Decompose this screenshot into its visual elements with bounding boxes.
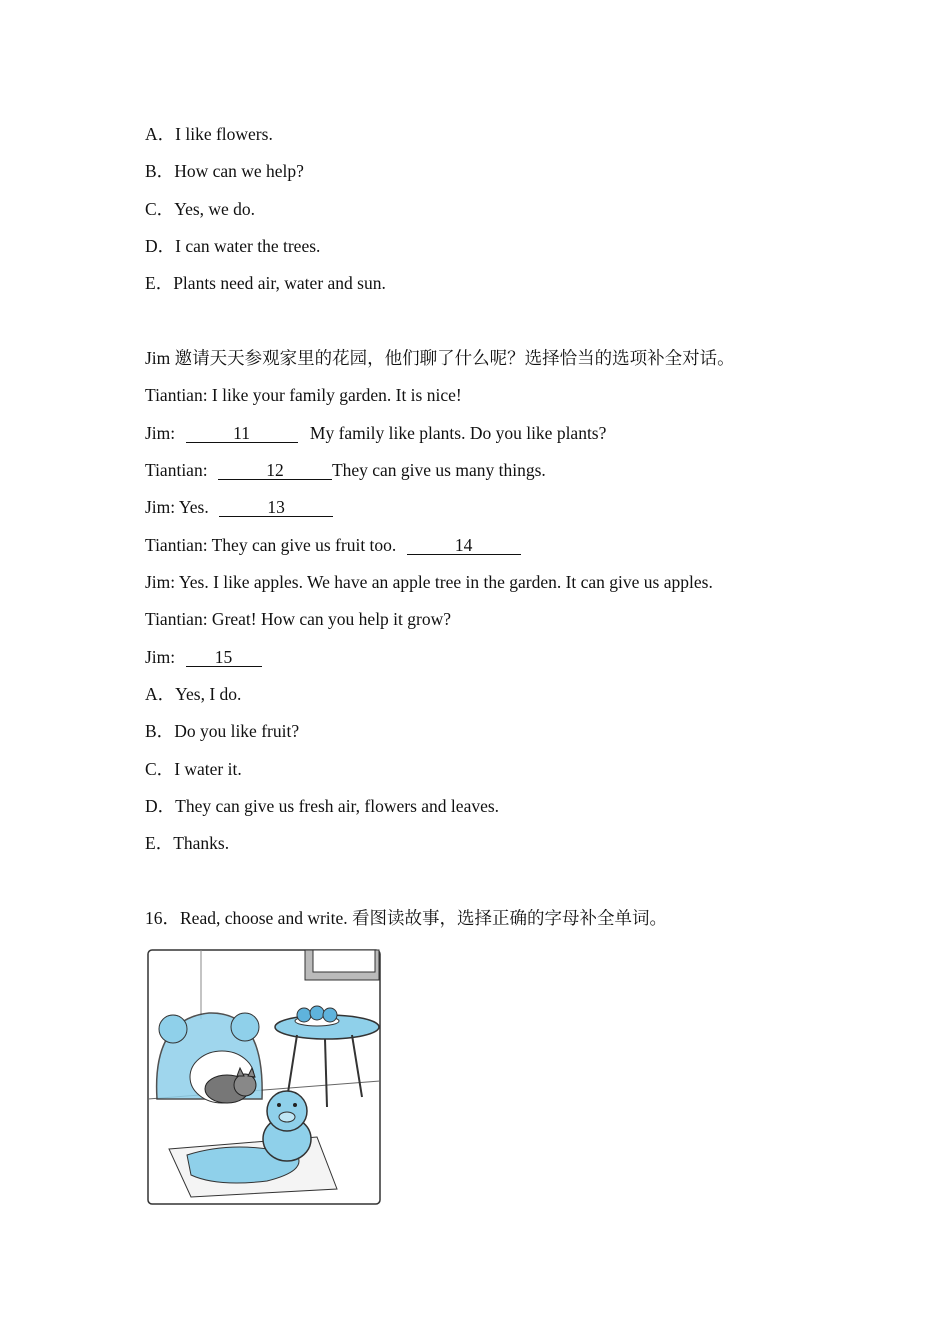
instruction: Jim 邀请天天参观家里的花园，他们聊了什么呢？选择恰当的选项补全对话。 <box>145 348 735 368</box>
dialogue-line: Jim: 15 <box>145 646 262 668</box>
dialogue-line: Tiantian: They can give us fruit too. 14 <box>145 534 521 556</box>
option-d: D．They can give us fresh air, flowers and leaves. <box>145 796 500 816</box>
answer-blank-14[interactable]: 14 <box>407 536 521 555</box>
option-c: C．Yes, we do. <box>145 199 256 219</box>
option-e: E．Plants need air, water and sun. <box>145 273 386 293</box>
room-scene-image <box>147 949 381 1205</box>
dialogue-line: Tiantian: I like your family garden. It is nice! <box>145 385 462 405</box>
option-a: A．I like flowers. <box>145 124 273 144</box>
option-d: D．I can water the trees. <box>145 236 321 256</box>
dialogue-line: Jim: Yes. I like apples. We have an apple tree in the garden. It can give us apples. <box>145 572 713 592</box>
dialogue-line: Tiantian: 12 They can give us many things. <box>145 460 546 480</box>
option-b: B．Do you like fruit? <box>145 721 300 741</box>
option-e: E．Thanks. <box>145 833 230 853</box>
option-b: B．How can we help? <box>145 161 304 181</box>
answer-blank-11[interactable]: 11 <box>186 424 298 443</box>
answer-blank-15[interactable]: 15 <box>186 648 262 667</box>
dialogue-line: Jim: 11 My family like plants. Do you like plants? <box>145 423 607 443</box>
option-a: A．Yes, I do. <box>145 684 242 704</box>
option-c: C．I water it. <box>145 759 242 779</box>
dialogue-line: Jim: Yes. 13 <box>145 496 333 518</box>
story-illustration <box>147 949 381 1205</box>
answer-blank-12[interactable]: 12 <box>218 461 332 480</box>
dialogue-line: Tiantian: Great! How can you help it grow? <box>145 609 452 629</box>
question-16: 16．Read, choose and write. 看图读故事，选择正确的字母补全单词。 <box>145 908 668 928</box>
answer-blank-13[interactable]: 13 <box>219 498 333 517</box>
